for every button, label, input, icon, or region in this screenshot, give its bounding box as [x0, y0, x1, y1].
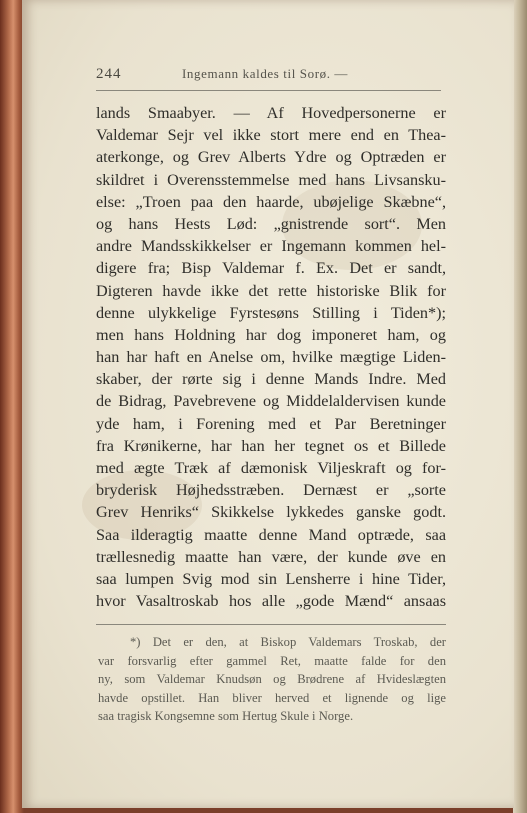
footnotes	[98, 633, 446, 726]
header-rule	[96, 90, 441, 91]
footnote-line: var forsvarlig efter gammel Ret, maatte falde for den	[98, 653, 446, 668]
body-text	[96, 102, 446, 612]
footnote-line: havde opstillet. Han bliver herved et lignende og lige	[98, 690, 446, 705]
text-line: skaber, der rørte sig i denne Mands Indre. Med	[96, 370, 446, 389]
text-line: Grev Henriks“ Skikkelse lykkedes ganske godt.	[96, 503, 446, 522]
text-line: Saa ilderagtig maatte denne Mand optræde, saa	[96, 525, 446, 544]
text-line: trællesnedig maatte han være, der kunde øve en	[96, 547, 446, 566]
running-head: Ingemann kaldes til Sorø. —	[182, 66, 349, 81]
text-line: denne ulykkelige Fyrstesøns Stilling i Tiden*);	[96, 303, 446, 322]
text-line: lands Smaabyer. — Af Hovedpersonerne er	[96, 104, 446, 122]
page-stack-edge	[513, 0, 527, 813]
page-header	[96, 62, 441, 88]
text-line: digere fra; Bisp Valdemar f. Ex. Det er sandt,	[96, 259, 446, 278]
text-line: bryderisk Højhedsstræben. Dernæst er „sorte	[96, 481, 446, 500]
text-line: Digteren havde ikke det rette historiske Blik for	[96, 281, 446, 300]
page-number: 244	[96, 66, 122, 82]
text-line: aterkonge, og Grev Alberts Ydre og Optræden er	[96, 148, 446, 167]
text-line: men hans Holdning har dog imponeret ham, og	[96, 325, 446, 344]
text-line: yde ham, i Forening med et Par Beretninger	[96, 414, 446, 433]
footnote-rule	[96, 624, 446, 625]
text-line: fra Krønikerne, har han her tegnet os et Billede	[96, 436, 446, 455]
footnote-line: saa tragisk Kongsemne som Hertug Skule i Norge.	[98, 709, 354, 724]
footnote-line: *) Det er den, at Biskop Valdemars Troskab, der	[130, 635, 446, 649]
text-line: skildret i Overensstemmelse med hans Livsansku-	[96, 170, 446, 189]
text-line: else: „Troen paa den haarde, ubøjelige Skæbne“,	[96, 192, 446, 211]
text-line: de Bidrag, Pavebrevene og Middelaldervisen kunde	[96, 392, 446, 411]
text-line: med ægte Træk af dæmonisk Viljeskraft og for-	[96, 459, 446, 477]
book-spine-edge	[0, 0, 24, 813]
footnote-line: ny, som Valdemar Knudsøn og Brødrene af Hvideslægten	[98, 672, 446, 687]
text-line: andre Mandsskikkelser er Ingemann kommen hel-	[96, 237, 446, 256]
text-line: hvor Vasaltroskab hos alle „gode Mænd“ ansaas	[96, 592, 446, 611]
text-line: han har haft en Anelse om, hvilke mægtige Liden-	[96, 348, 446, 367]
text-line: saa lumpen Svig mod sin Lensherre i hine Tider,	[96, 569, 446, 588]
text-line: og hans Hests Lød: „gnistrende sort“. Men	[96, 214, 446, 233]
text-line: Valdemar Sejr vel ikke stort mere end en Thea-	[96, 126, 446, 145]
